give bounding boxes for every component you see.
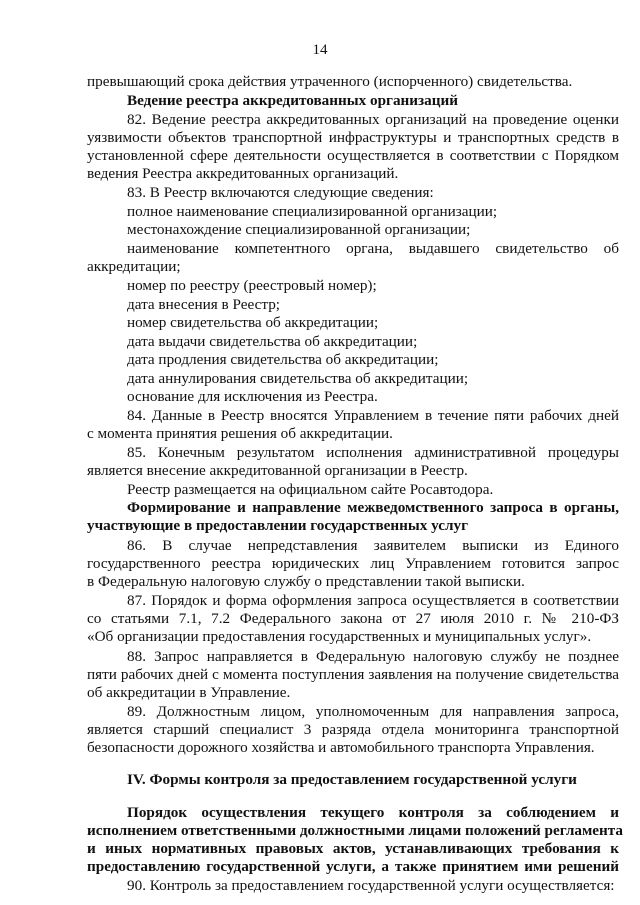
heading-line: и иных нормативных правовых актов, устанавливающих требования к: [87, 840, 619, 857]
heading-line: IV. Формы контроля за предоставлением государственной услуги: [127, 771, 577, 788]
text-line: дата выдачи свидетельства об аккредитации;: [127, 333, 418, 350]
text-line: превышающий срока действия утраченного (испорченного) свидетельства.: [87, 73, 573, 90]
text-line: в Федеральную налоговую службу о представлении такой выписки.: [87, 573, 525, 590]
text-line: Реестр размещается на официальном сайте Росавтодора.: [127, 481, 494, 498]
text-line: уязвимости объектов транспортной инфраструктуры и транспортных средств в: [87, 129, 619, 146]
heading-line: участвующие в предоставлении государственных услуг: [87, 517, 469, 534]
heading-line: Ведение реестра аккредитованных организаций: [127, 92, 458, 109]
heading-line: Формирование и направление межведомственного запроса в органы,: [127, 499, 619, 516]
heading-line: Порядок осуществления текущего контроля за соблюдением и: [127, 804, 619, 821]
text-line: дата внесения в Реестр;: [127, 296, 281, 313]
text-line: со статьями 7.1, 7.2 Федерального закона от 27 июля 2010 г. № 210-ФЗ: [87, 610, 619, 627]
text-line: ведения Реестра аккредитованных организаций.: [87, 165, 399, 182]
text-line: 83. В Реестр включаются следующие сведения:: [127, 184, 434, 201]
text-line: местонахождение специализированной организации;: [127, 221, 471, 238]
text-line: 82. Ведение реестра аккредитованных организаций на проведение оценки: [127, 111, 619, 128]
text-line: безопасности дорожного хозяйства и автомобильного транспорта Управления.: [87, 739, 595, 756]
text-line: дата аннулирования свидетельства об аккредитации;: [127, 370, 469, 387]
text-line: пяти рабочих дней с момента поступления заявления на получение свидетельства: [87, 666, 619, 683]
text-line: номер по реестру (реестровый номер);: [127, 277, 377, 294]
page-number: 14: [312, 42, 328, 58]
text-line: об аккредитации в Управление.: [87, 684, 291, 701]
text-line: установленной сфере деятельности осуществляется в соответствии с Порядком: [87, 147, 619, 164]
text-line: 84. Данные в Реестр вносятся Управлением в течение пяти рабочих дней: [127, 407, 619, 424]
text-line: аккредитации;: [87, 258, 181, 275]
text-line: полное наименование специализированной организации;: [127, 203, 498, 220]
text-line: номер свидетельства об аккредитации;: [127, 314, 379, 331]
heading-line: предоставлению государственной услуги, а также принятием ими решений: [87, 858, 619, 875]
text-line: 89. Должностным лицом, уполномоченным для направления запроса,: [127, 703, 619, 720]
text-line: наименование компетентного органа, выдавшего свидетельство об: [127, 240, 619, 257]
text-line: 85. Конечным результатом исполнения административной процедуры: [127, 444, 619, 461]
text-line: 86. В случае непредставления заявителем выписки из Единого: [127, 537, 619, 554]
text-line: 88. Запрос направляется в Федеральную налоговую службу не позднее: [127, 648, 619, 665]
text-line: 90. Контроль за предоставлением государственной услуги осуществляется:: [127, 877, 615, 894]
text-line: основание для исключения из Реестра.: [127, 388, 378, 405]
text-line: является старший специалист 3 разряда отдела мониторинга транспортной: [87, 721, 619, 738]
text-line: является внесение аккредитованной организации в Реестр.: [87, 462, 468, 479]
heading-line: исполнением ответственными должностными лицами положений регламента: [87, 822, 624, 839]
text-line: дата продления свидетельства об аккредитации;: [127, 351, 439, 368]
text-line: с момента принятия решения об аккредитации.: [87, 425, 393, 442]
text-line: 87. Порядок и форма оформления запроса осуществляется в соответствии: [127, 592, 619, 609]
text-line: «Об организации предоставления государственных и муниципальных услуг».: [87, 628, 592, 645]
text-line: государственного реестра юридических лиц Управлением готовится запрос: [87, 555, 619, 572]
